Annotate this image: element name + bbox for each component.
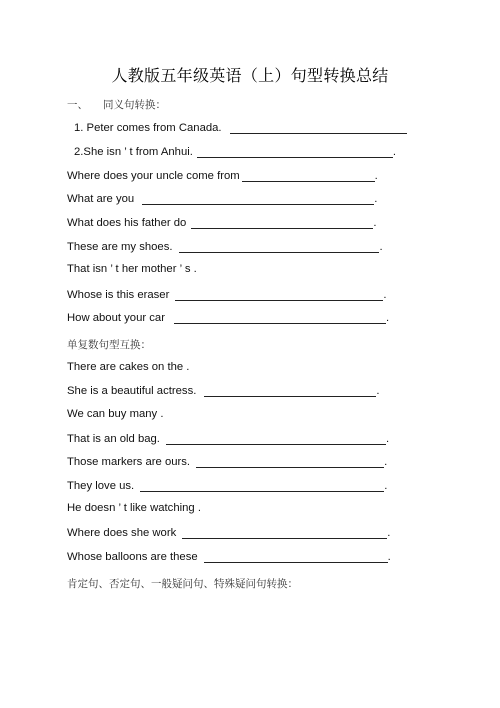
answer-blank[interactable] (204, 550, 388, 563)
exercise-line-15 (67, 479, 387, 492)
exercise-line-1 (74, 121, 407, 134)
line-end: . (385, 312, 390, 324)
answer-blank[interactable] (140, 479, 384, 492)
answer-blank[interactable] (166, 432, 386, 445)
answer-blank[interactable] (179, 240, 379, 253)
line-end: . (385, 433, 390, 445)
page-title: 人教版五年级英语（上）句型转换总结 (111, 66, 389, 85)
exercise-line-8 (67, 288, 386, 301)
exercise-text: That isn ’ t her mother ’ s . (67, 263, 197, 275)
line-end: . (373, 217, 377, 229)
exercise-text: How about your car (67, 312, 165, 324)
answer-blank[interactable] (174, 311, 386, 324)
line-end: . (384, 480, 388, 492)
line-end: . (374, 170, 378, 182)
exercise-line-6 (67, 240, 383, 253)
exercise-text: Whose is this eraser (67, 289, 170, 301)
answer-blank[interactable] (182, 526, 387, 539)
answer-blank[interactable] (242, 169, 375, 182)
exercise-text: Where does your uncle come from (67, 170, 240, 182)
line-end: . (387, 527, 391, 539)
answer-blank[interactable] (197, 145, 393, 158)
exercise-line-18 (67, 550, 391, 563)
exercise-text: What does his father do (67, 217, 187, 229)
exercise-text: Whose balloons are these (67, 551, 198, 563)
exercise-line-12 (67, 408, 164, 420)
exercise-text: We can buy many . (67, 408, 164, 420)
section-label: 同义句转换： (103, 99, 166, 111)
answer-blank[interactable] (230, 121, 407, 134)
answer-blank[interactable] (191, 216, 373, 229)
exercise-text: 1. Peter comes from Canada. (74, 122, 222, 134)
exercise-line-11 (67, 384, 380, 397)
exercise-text: There are cakes on the . (67, 361, 190, 373)
line-end: . (376, 385, 380, 397)
exercise-text: Where does she work (67, 527, 177, 539)
line-end: . (383, 289, 387, 301)
section-label: 肯定句、否定句、一般疑问句、特殊疑问句转换： (67, 578, 298, 590)
line-end: . (392, 146, 397, 158)
exercise-text: These are my shoes. (67, 241, 173, 253)
line-end: . (374, 193, 378, 205)
exercise-line-13 (67, 432, 389, 445)
exercise-line-3 (67, 169, 378, 182)
section-heading-sentence-types (67, 576, 298, 591)
exercise-text: 2.She isn ’ t from Anhui. (74, 146, 193, 158)
exercise-line-5 (67, 216, 376, 229)
section-heading-plural (67, 337, 151, 352)
exercise-text: They love us. (67, 480, 135, 492)
exercise-text: He doesn ’ t like watching . (67, 502, 201, 514)
exercise-text: What are you (67, 193, 135, 205)
line-end: . (384, 456, 388, 468)
answer-blank[interactable] (204, 384, 376, 397)
answer-blank[interactable] (142, 192, 374, 205)
line-end: . (387, 551, 391, 563)
section-label: 单复数句型互换： (67, 339, 151, 351)
exercise-line-14 (67, 455, 387, 468)
section-number: 一、 (67, 99, 88, 111)
exercise-line-7 (67, 263, 197, 275)
exercise-line-10 (67, 361, 189, 373)
exercise-line-4 (67, 192, 377, 205)
exercise-line-2 (74, 145, 396, 158)
section-heading-synonym (67, 97, 166, 112)
exercise-text: She is a beautiful actress. (67, 385, 197, 397)
exercise-line-16 (67, 502, 201, 514)
line-end: . (379, 241, 383, 253)
exercise-text: Those markers are ours. (67, 456, 191, 468)
exercise-text: That is an old bag. (67, 433, 160, 445)
exercise-line-17 (67, 526, 390, 539)
answer-blank[interactable] (175, 288, 383, 301)
answer-blank[interactable] (196, 455, 384, 468)
exercise-line-9 (67, 311, 389, 324)
